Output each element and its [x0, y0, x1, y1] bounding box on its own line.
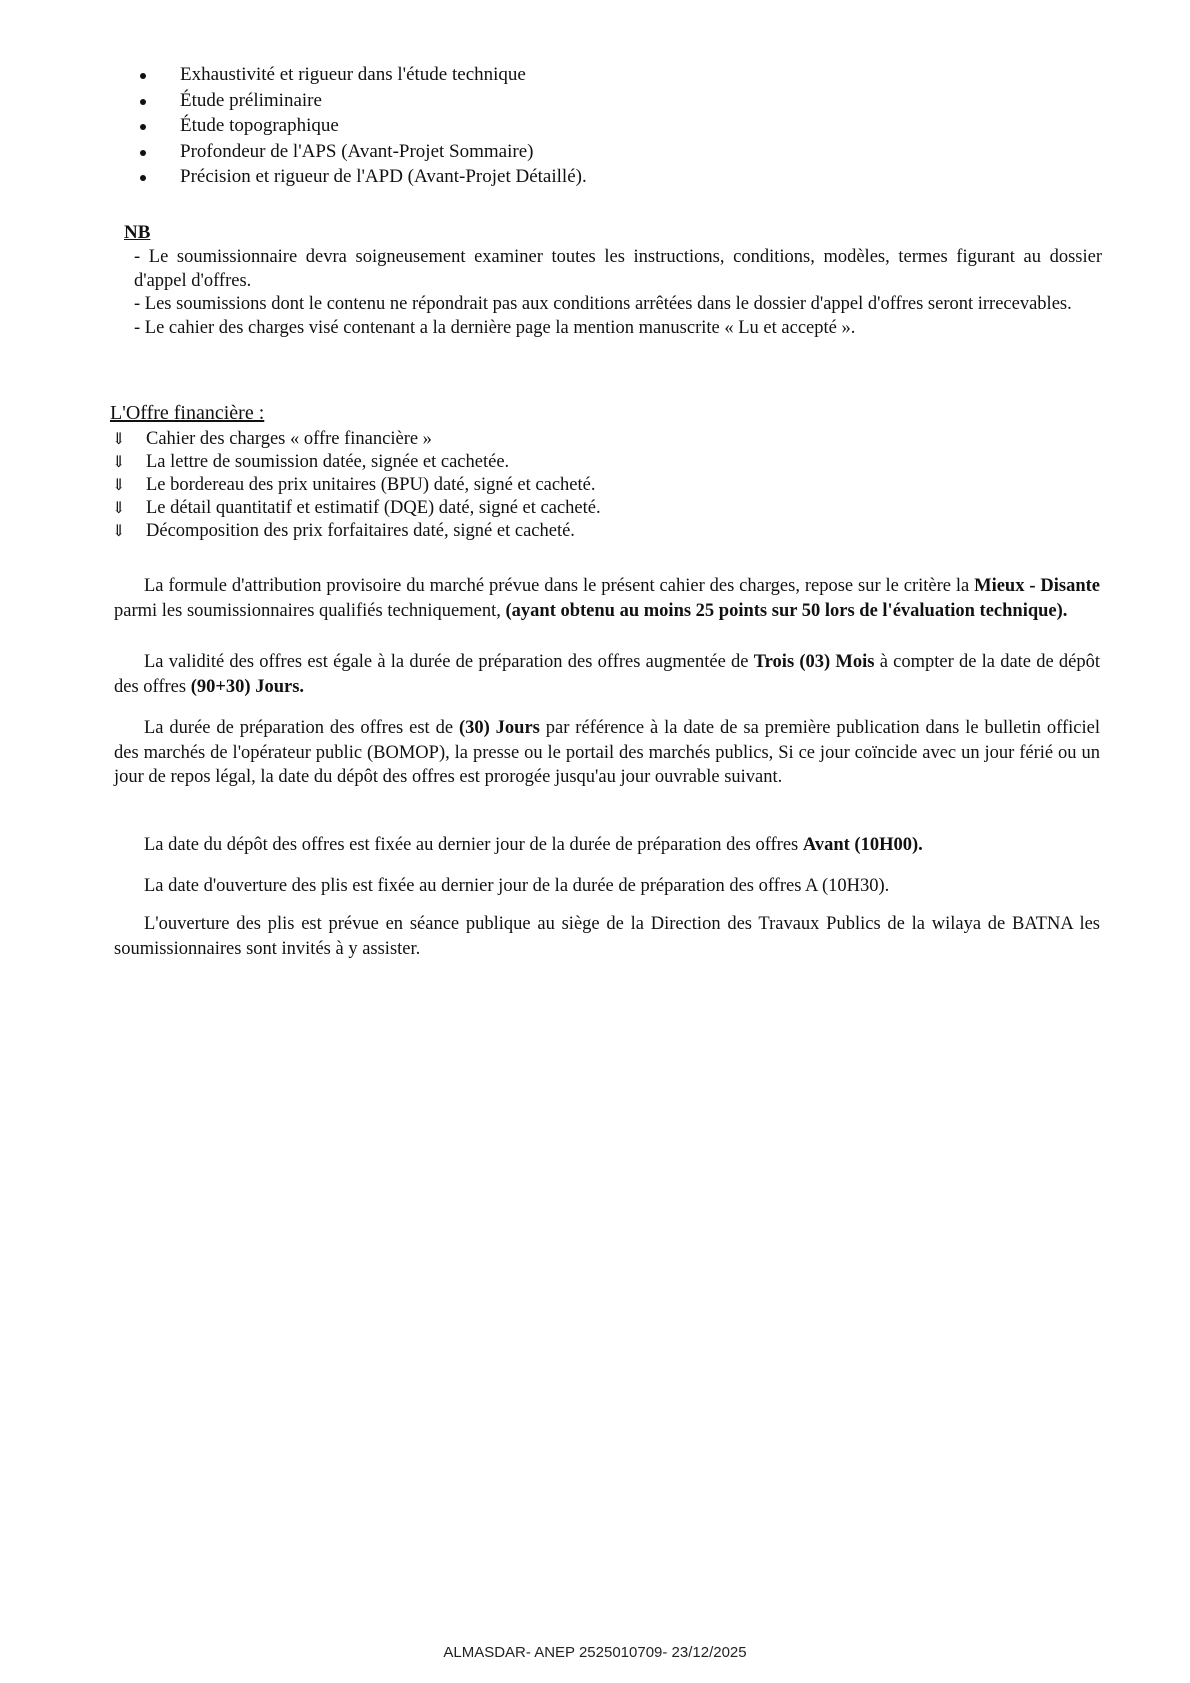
criteria-list: [140, 62, 587, 190]
bullet-icon: [140, 124, 146, 130]
arrow-bullet-icon: ⇓: [112, 477, 126, 494]
offre-item-text: Le bordereau des prix unitaires (BPU) daté, signé et cacheté.: [146, 475, 596, 495]
opening-date-paragraph: La date d'ouverture des plis est fixée au dernier jour de la durée de préparation des offres A (10H30).: [144, 876, 890, 896]
list-item: [140, 62, 587, 88]
criteria-text: Précision et rigueur de l'APD (Avant-Projet Détaillé).: [180, 166, 587, 187]
offre-item-text: Le détail quantitatif et estimatif (DQE) daté, signé et cacheté.: [146, 498, 601, 518]
attribution-paragraph: La formule d'attribution provisoire du marché prévue dans le présent cahier des charges, repose sur le critère la Mieux - Disante parmi les soumissionnaires qualifiés techniquement, (ayant obtenu au moins 25 points sur 50 lors de l'évaluation technique).: [114, 576, 1101, 621]
bullet-icon: [140, 73, 146, 79]
validity-paragraph: La validité des offres est égale à la durée de préparation des offres augmentée de Trois (03) Mois à compter de la date de dépôt des offres (90+30) Jours.: [114, 652, 1101, 697]
list-item: [112, 520, 601, 543]
offre-item-text: La lettre de soumission datée, signée et cachetée.: [146, 452, 510, 472]
list-item: [140, 164, 587, 190]
criteria-text: Exhaustivité et rigueur dans l'étude technique: [180, 64, 526, 85]
nb-note: - Les soumissions dont le contenu ne répondrait pas aux conditions arrêtées dans le dossier d'appel d'offres seront irrecevables.: [134, 294, 1072, 314]
list-item: [112, 497, 601, 520]
offre-item-text: Cahier des charges « offre financière »: [146, 429, 432, 449]
arrow-bullet-icon: ⇓: [112, 431, 126, 448]
bullet-icon: [140, 175, 146, 181]
footer-reference: ALMASDAR- ANEP 2525010709- 23/12/2025: [443, 1644, 747, 1661]
criteria-text: Profondeur de l'APS (Avant-Projet Sommaire): [180, 140, 534, 162]
preparation-paragraph: La durée de préparation des offres est de (30) Jours par référence à la date de sa première publication dans le bulletin officiel des marchés de l'opérateur public (BOMOP), la presse ou le portail des marchés publics, Si ce jour coïncide avec un jour férié ou un jour de repos légal, la date du dépôt des offres est prorogée jusqu'au jour ouvrable suivant.: [114, 718, 1101, 787]
criteria-text: Étude topographique: [180, 115, 339, 136]
nb-notes: [134, 246, 1102, 340]
opening-session-paragraph: L'ouverture des plis est prévue en séance publique au siège de la Direction des Travaux Publics de la wilaya de BATNA les soumissionnaires sont invités à y assister.: [114, 914, 1100, 959]
list-item: [140, 88, 587, 114]
list-item: [112, 428, 601, 451]
nb-heading: NB: [124, 222, 151, 243]
list-item: [140, 139, 587, 165]
offre-item-text: Décomposition des prix forfaitaires daté, signé et cacheté.: [146, 521, 575, 541]
arrow-bullet-icon: ⇓: [112, 454, 126, 471]
arrow-bullet-icon: ⇓: [112, 500, 126, 517]
arrow-bullet-icon: ⇓: [112, 523, 126, 540]
nb-note: - Le cahier des charges visé contenant a la dernière page la mention manuscrite « Lu et accepté ».: [134, 317, 856, 338]
nb-note: - Le soumissionnaire devra soigneusement examiner toutes les instructions, conditions, modèles, termes figurant au dossier d'appel d'offres.: [134, 247, 1102, 291]
offre-list: [112, 428, 601, 543]
criteria-text: Étude préliminaire: [180, 89, 322, 111]
bullet-icon: [140, 150, 146, 156]
deposit-date-paragraph: La date du dépôt des offres est fixée au dernier jour de la durée de préparation des offres Avant (10H00).: [144, 835, 923, 855]
offre-financiere-heading: L'Offre financière :: [110, 402, 265, 424]
bullet-icon: [140, 99, 146, 105]
list-item: [112, 451, 601, 474]
list-item: [112, 474, 601, 497]
list-item: [140, 113, 587, 139]
